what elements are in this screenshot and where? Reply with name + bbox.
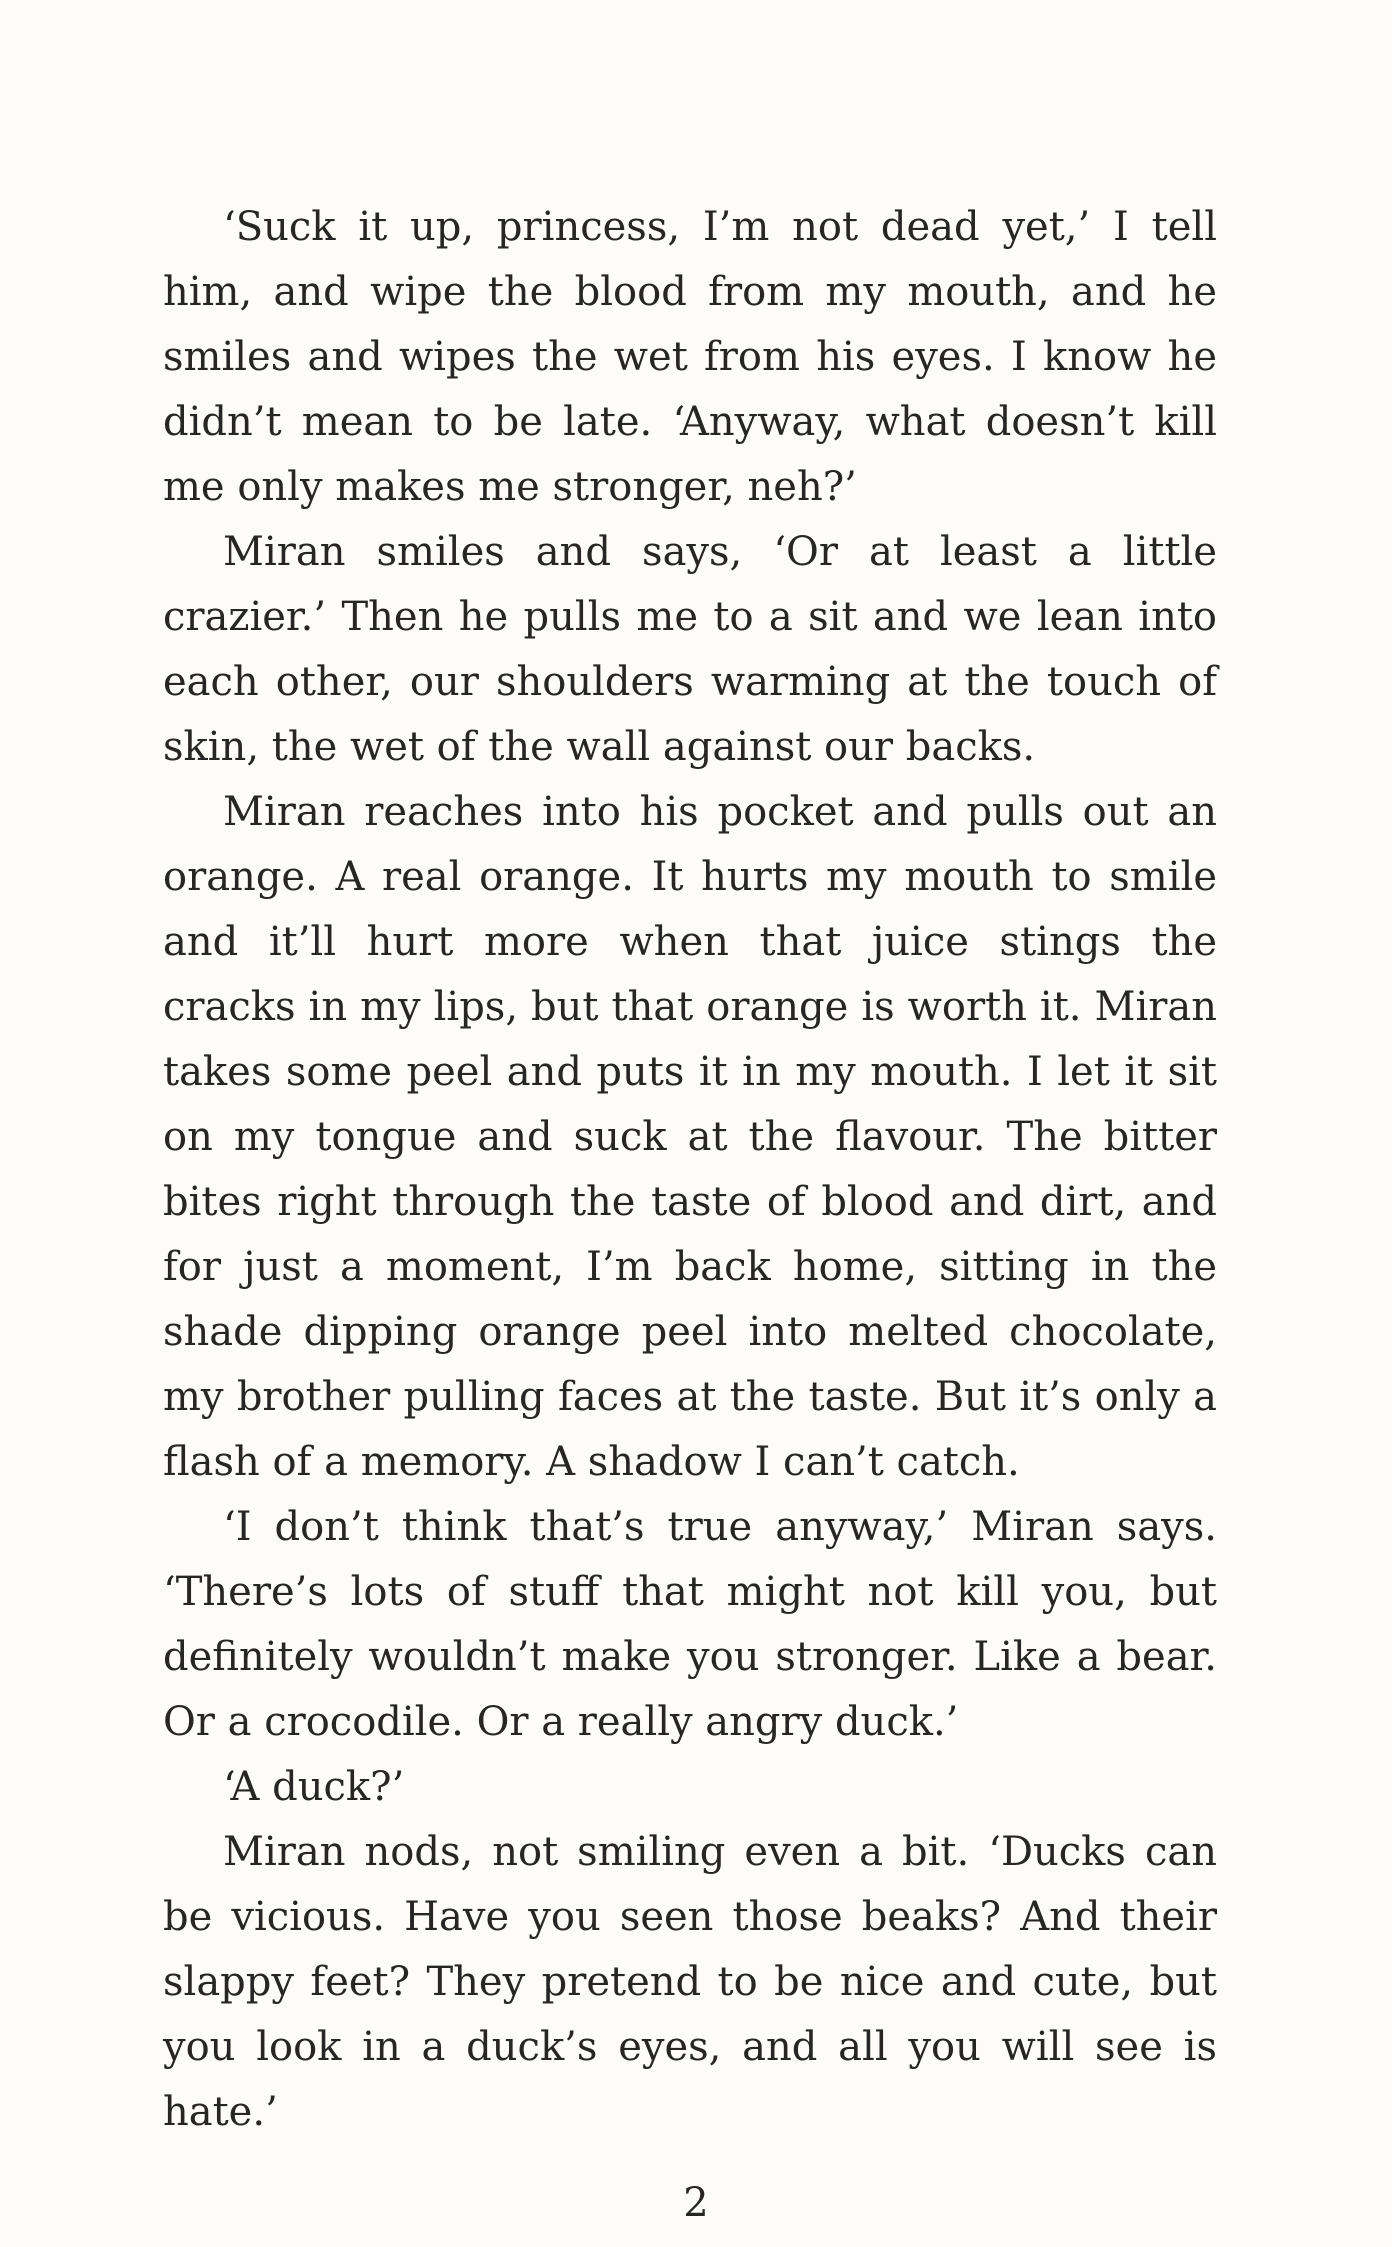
paragraph-3: Miran reaches into his pocket and pulls out an orange. A real orange. It hurts my mouth to smile and it’ll hurt more when that juice stings the cracks in my lips, but that orange is worth it. Miran takes some peel and puts it in my mouth. I let it sit on my tongue and suck at the flavour. The bitter bites right through the taste of blood and dirt, and for just a moment, I’m back home, sitting in the shade dipping orange peel into melted chocolate, my brother pulling faces at the taste. But it’s only a flash of a memory. A shadow I can’t catch. — [163, 789, 1217, 1485]
paragraph-1: ‘Suck it up, princess, I’m not dead yet,’ I tell him, and wipe the blood from my mouth, and he smiles and wipes the wet from his eyes. I know he didn’t mean to be late. ‘Anyway, what doesn’t kill me only makes me stronger, neh?’ — [163, 204, 1217, 510]
body-text — [163, 195, 1217, 2145]
paragraph-6: Miran nods, not smiling even a bit. ‘Ducks can be vicious. Have you seen those beaks? And their slappy feet? They pretend to be nice and cute, but you look in a duck’s eyes, and all you will see is hate.’ — [163, 1829, 1217, 2135]
page-number: 2 — [683, 2180, 709, 2226]
paragraph-5: ‘A duck?’ — [223, 1764, 405, 1810]
paragraph-2: Miran smiles and says, ‘Or at least a little crazier.’ Then he pulls me to a sit and we lean into each other, our shoulders warming at the touch of skin, the wet of the wall against our backs. — [163, 529, 1217, 770]
paragraph-4: ‘I don’t think that’s true anyway,’ Miran says. ‘There’s lots of stuff that might not kill you, but definitely wouldn’t make you stronger. Like a bear. Or a crocodile. Or a really angry duck.’ — [163, 1504, 1217, 1745]
